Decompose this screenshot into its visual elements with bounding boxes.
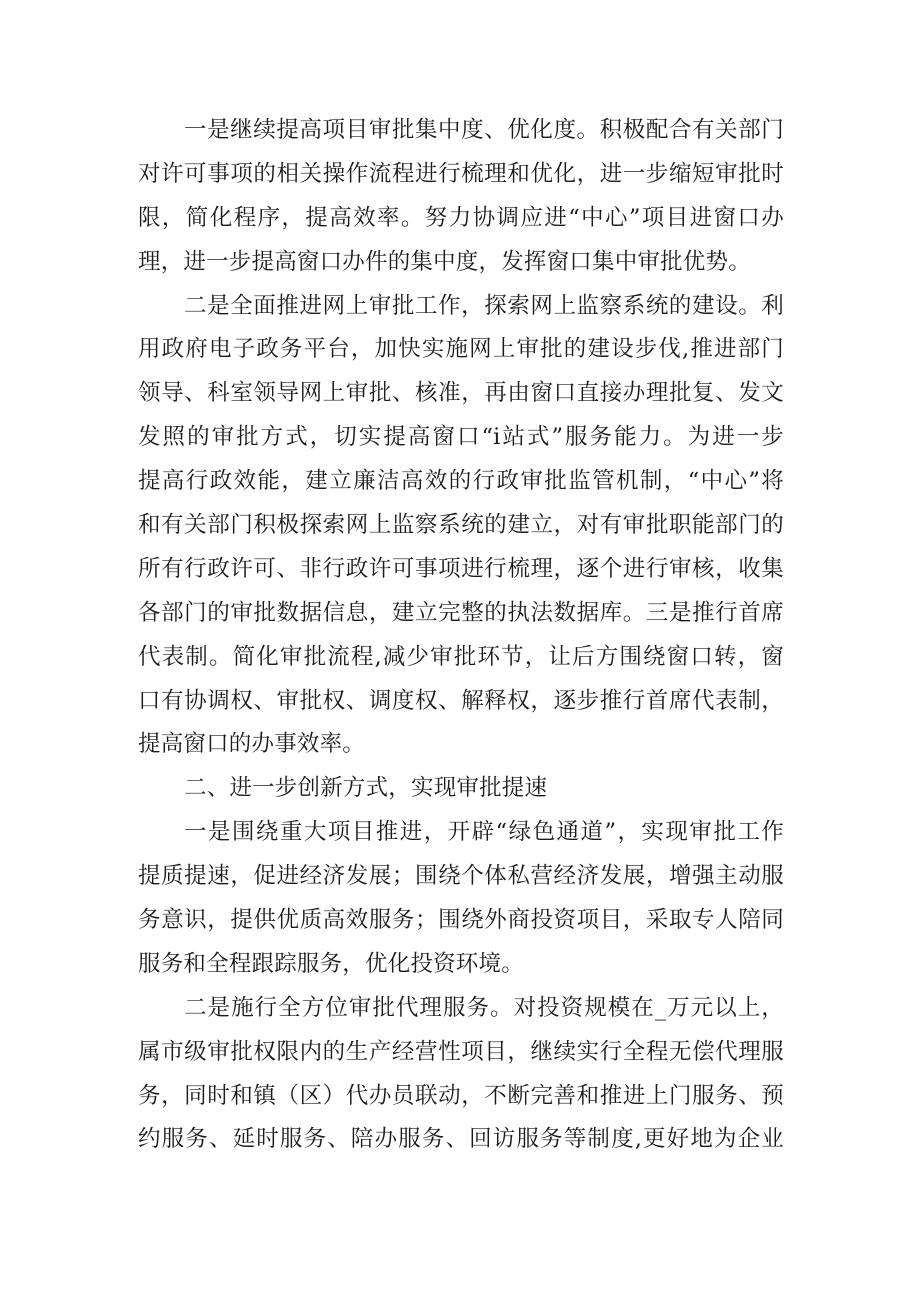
text-line: 限，简化程序，提高效率。努力协调应进“中心”项目进窗口办 [138,204,784,231]
text-line: 所有行政许可、非行政许可事项进行梳理，逐个进行审核，收集 [138,555,784,582]
text-line: 对许可事项的相关操作流程进行梳理和优化，进一步缩短审批时 [138,160,784,187]
text-line: 用政府电子政务平台，加快实施网上审批的建设步伐,推进部门 [138,336,784,363]
text-line: 各部门的审批数据信息，建立完整的执法数据库。三是推行首席 [138,599,784,626]
text-line: 二是全面推进网上审批工作，探索网上监察系统的建设。利 [184,292,784,319]
text-line: 服务和全程跟踪服务，优化投资环境。 [138,950,524,977]
text-line: 提质提速，促进经济发展；围绕个体私营经济发展，增强主动服 [138,863,784,890]
text-line: 提高窗口的办事效率。 [138,731,366,758]
text-line: 理，进一步提高窗口办件的集中度，发挥窗口集中审批优势。 [138,248,751,275]
text-line: 代表制。简化审批流程,减少审批环节，让后方围绕窗口转，窗 [138,643,784,670]
section-heading: 二、进一步创新方式，实现审批提速 [184,775,548,802]
text-line: 二是施行全方位审批代理服务。对投资规模在_万元以上， [184,994,784,1021]
text-line: 一是围绕重大项目推进，开辟“绿色通道”，实现审批工作 [184,819,784,846]
text-line: 口有协调权、审批权、调度权、解释权，逐步推行首席代表制， [138,687,784,714]
text-line: 约服务、延时服务、陪办服务、回访服务等制度,更好地为企业 [138,1126,784,1153]
document-body [138,109,784,1162]
text-line: 一是继续提高项目审批集中度、优化度。积极配合有关部门 [184,117,784,143]
text-line: 属市级审批权限内的生产经营性项目，继续实行全程无偿代理服 [138,1038,784,1065]
text-line: 领导、科室领导网上审批、核准，再由窗口直接办理批复、发文 [138,380,784,407]
text-line: 务意识，提供优质高效服务；围绕外商投资项目，采取专人陪同 [138,907,784,934]
text-line: 提高行政效能，建立廉洁高效的行政审批监管机制，“中心”将 [138,468,784,495]
text-line: 务，同时和镇（区）代办员联动，不断完善和推进上门服务、预 [138,1082,784,1109]
text-line: 发照的审批方式，切实提高窗口“i站式”服务能力。为进一步 [138,424,784,451]
text-line: 和有关部门积极探索网上监察系统的建立，对有审批职能部门的 [138,512,784,539]
